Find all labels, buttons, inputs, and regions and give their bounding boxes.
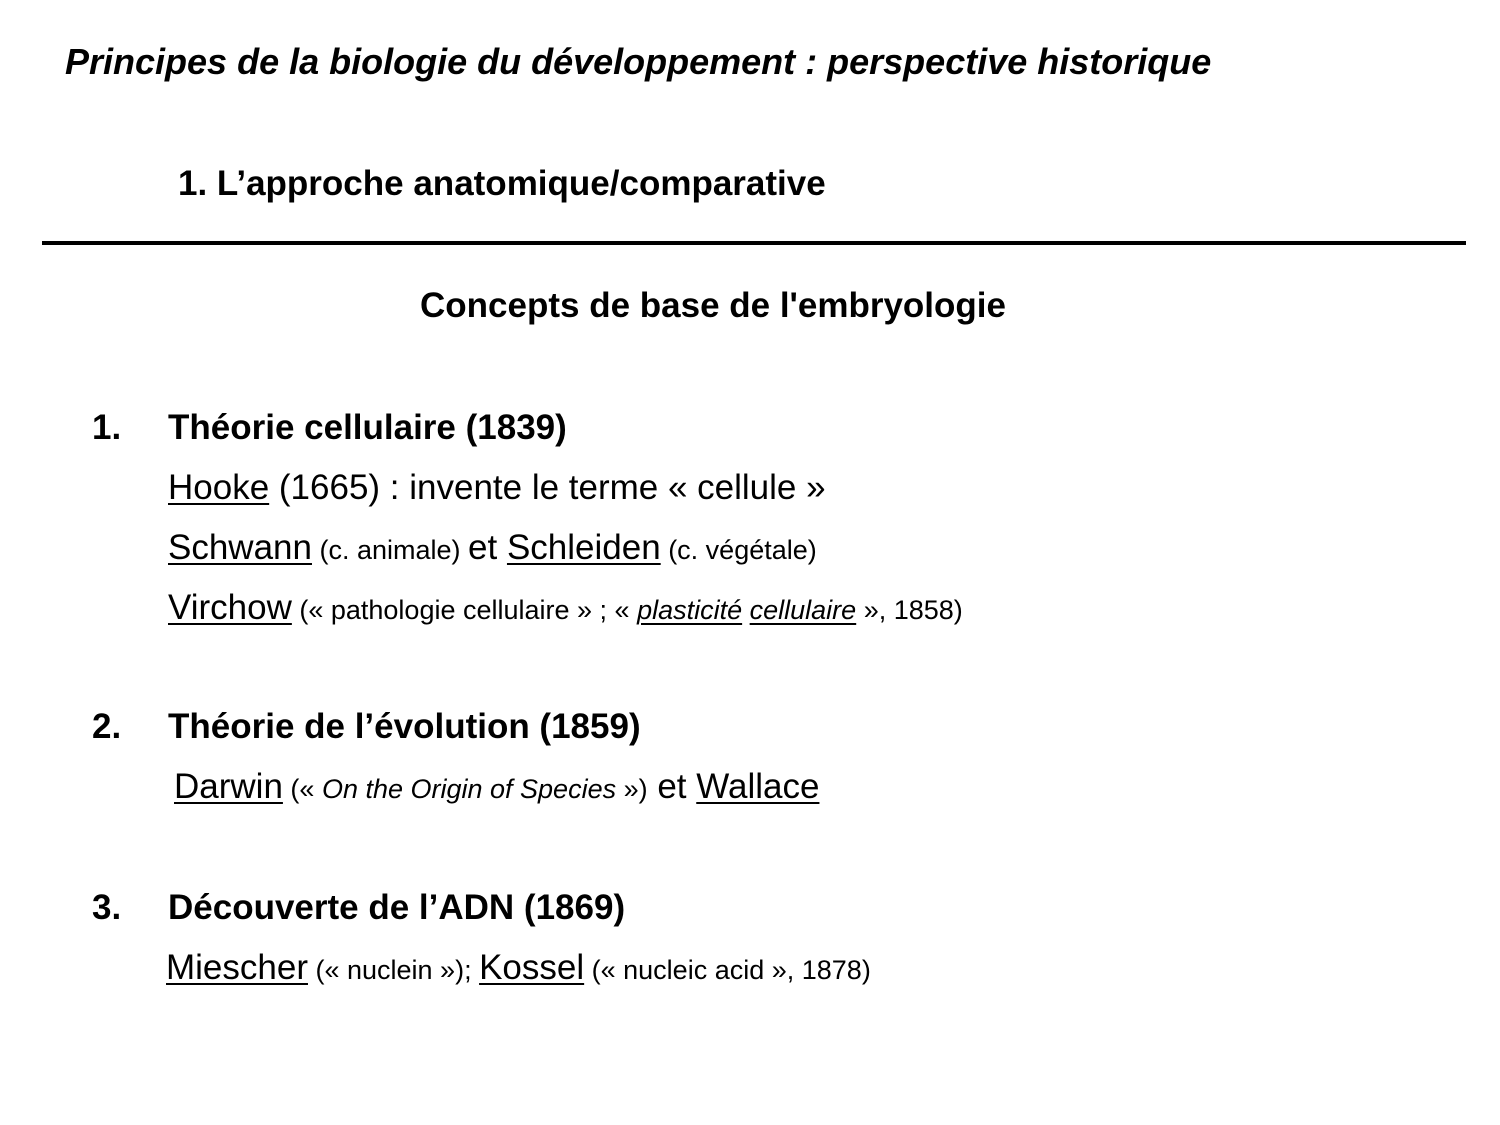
note: (c. animale) [311,535,469,565]
divider-line [42,241,1466,245]
item-number: 3. [92,888,122,927]
term-cellulaire: cellulaire [749,595,857,625]
book-title: On the Origin of Species [321,774,617,804]
name-darwin: Darwin [174,767,283,806]
note: (c. végétale) [660,535,817,565]
slide-title: Principes de la biologie du développement : perspective historique [65,41,1212,82]
line-text: (1665) : invente le terme « cellule » [269,468,826,507]
name-wallace: Wallace [696,767,820,806]
item-number: 2. [92,707,122,746]
conjunction: et [468,528,507,567]
item-line-miescher [166,950,871,985]
name-schwann: Schwann [168,528,312,567]
item-heading: Théorie de l’évolution (1859) [168,707,641,746]
name-schleiden: Schleiden [506,528,661,567]
term-plasticite: plasticité [637,595,743,625]
item-line-schwann [168,530,817,565]
item-heading: Théorie cellulaire (1839) [168,408,567,447]
note: », 1858) [856,595,963,625]
note: ») [616,774,648,804]
item-line-hooke [168,470,826,505]
item-number: 1. [92,408,122,447]
name-miescher: Miescher [166,948,308,987]
space [742,595,750,625]
note: (« pathologie cellulaire » ; « [291,595,638,625]
note: (« nuclein »); [307,955,480,985]
note: (« [282,774,322,804]
conjunction: et [647,767,697,806]
item-line-virchow [168,590,963,625]
note: (« nucleic acid », 1878) [584,955,871,985]
name-kossel: Kossel [479,948,585,987]
slide-subtitle: 1. L’approche anatomique/comparative [178,164,826,203]
item-heading: Découverte de l’ADN (1869) [168,888,626,927]
item-line-darwin [174,769,819,804]
section-title: Concepts de base de l'embryologie [420,286,1006,325]
name-virchow: Virchow [168,588,292,627]
name-hooke: Hooke [168,468,270,507]
